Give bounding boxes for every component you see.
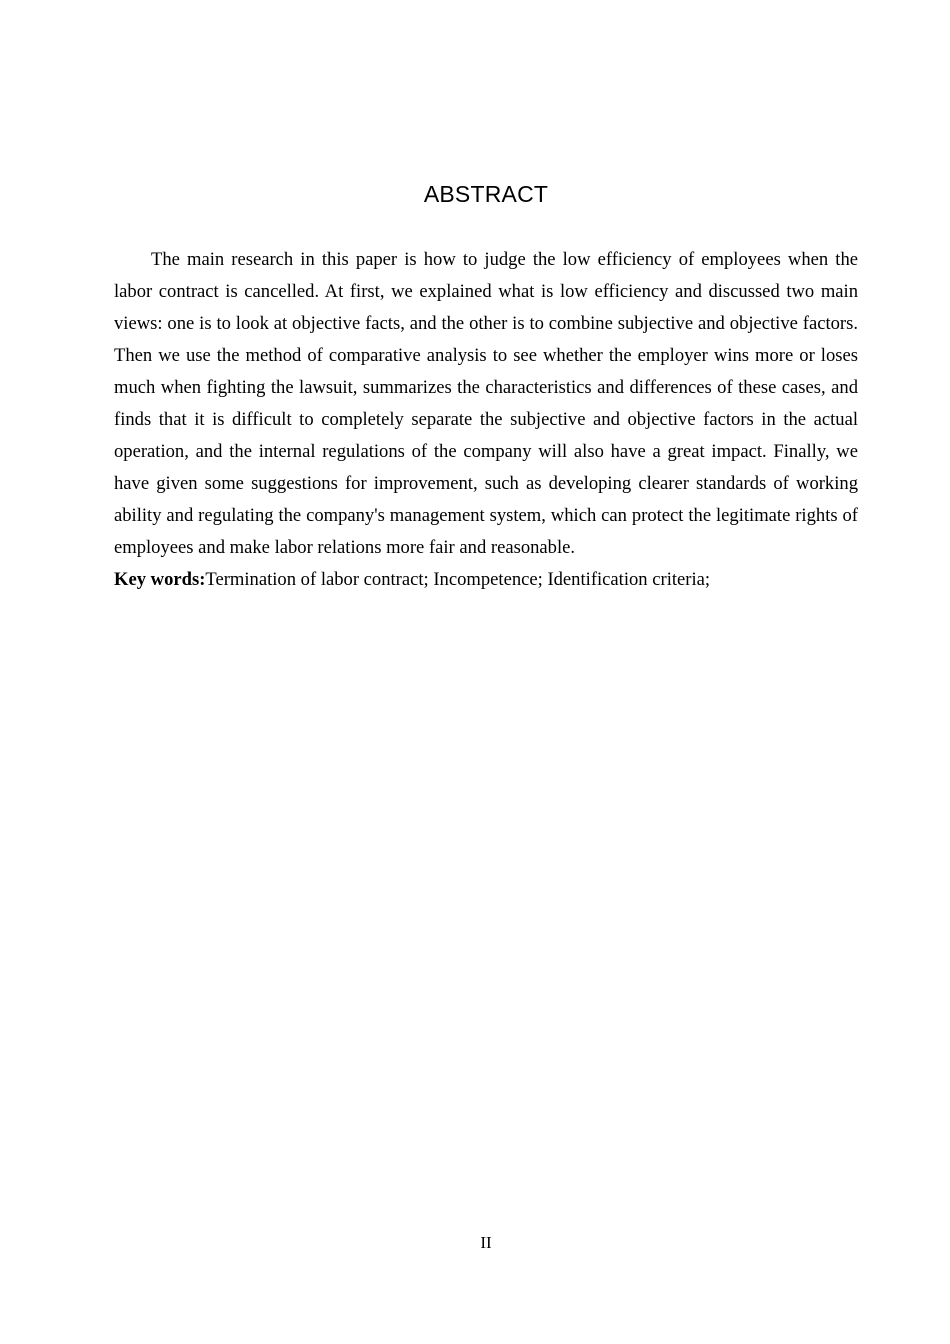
abstract-paragraph: The main research in this paper is how to judge the low efficiency of employees when the labor contract is cancelled. At first, we explained what is low efficiency and discussed two main views: one is to look at objective facts, and the other is to combine subjective and objective factors. Then we use the method of comparative analysis to see whether the employer wins more or loses much when fighting the lawsuit, summarizes the characteristics and differences of these cases, and finds that it is difficult to completely separate the subjective and objective factors in the actual operation, and the internal regulations of the company will also have a great impact. Finally, we have given some suggestions for improvement, such as developing clearer standards of working ability and regulating the company's management system, which can protect the legitimate rights of employees and make labor relations more fair and reasonable. bbox=[114, 249, 858, 558]
keywords-text: Termination of labor contract; Incompetence; Identification criteria; bbox=[205, 569, 711, 590]
abstract-body bbox=[114, 244, 858, 596]
page-number: II bbox=[480, 1233, 492, 1252]
keywords-line bbox=[114, 564, 858, 596]
keywords-label: Key words: bbox=[114, 569, 206, 590]
abstract-title: ABSTRACT bbox=[423, 181, 549, 207]
